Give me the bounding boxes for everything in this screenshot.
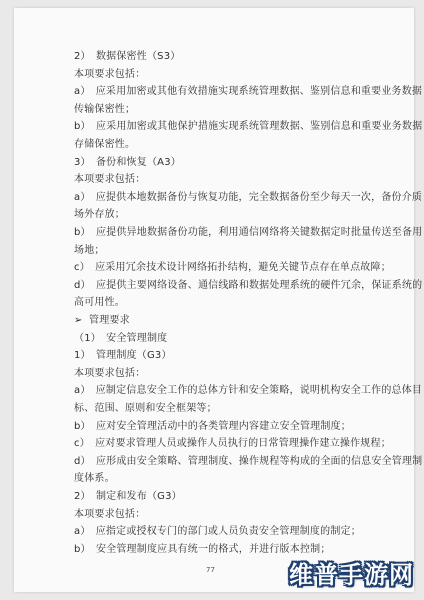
body-text: 本项要求包括：	[74, 367, 146, 379]
bullet-arrow-icon: ➢	[74, 315, 83, 326]
list-item: b） 安全管理制度应具有统一的格式，并进行版本控制；	[74, 543, 331, 555]
section-heading: 3） 备份和恢复（A3）	[74, 156, 181, 168]
body-text: 标、范围、原则和安全框架等；	[74, 403, 217, 414]
body-text: 高可用性。	[74, 297, 125, 309]
body-text: 度体系。	[74, 473, 115, 485]
document-page	[14, 8, 423, 592]
list-item: a） 应采用加密或其他有效措施实现系统管理数据、鉴别信息和重要业务数据	[74, 86, 423, 98]
page-number: 77	[206, 566, 215, 575]
list-item: a） 应制定信息安全工作的总体方针和安全策略，说明机构安全工作的总体目	[74, 385, 423, 397]
list-item: c） 应对要求管理人员或操作人员执行的日常管理操作建立操作规程；	[74, 438, 391, 450]
body-text: 本项要求包括：	[74, 68, 146, 80]
list-item: d） 应提供主要网络设备、通信线路和数据处理系统的硬件冗余，保证系统的	[74, 279, 423, 291]
list-item: a） 应指定或授权专门的部门或人员负责安全管理制度的制定；	[74, 526, 361, 538]
list-item: b） 应对安全管理活动中的各类管理内容建立安全管理制度；	[74, 420, 351, 432]
section-heading: 2） 数据保密性（S3）	[74, 51, 181, 62]
section-heading: 1） 管理制度（G3）	[74, 350, 172, 362]
body-text: 传输保密性；	[74, 103, 136, 115]
body-text: 本项要求包括：	[74, 174, 146, 186]
section-heading: （1） 安全管理制度	[74, 332, 168, 344]
body-text: 本项要求包括：	[74, 508, 146, 520]
section-heading: 管理要求	[89, 315, 130, 326]
watermark-logo: 维普手游网	[289, 561, 414, 589]
body-text: 存储保密性。	[74, 139, 136, 150]
list-item: b） 应提供异地数据备份功能，利用通信网络将关键数据定时批量传送至备用	[74, 227, 423, 238]
body-text: 场地；	[74, 244, 105, 256]
list-item: a） 应提供本地数据备份与恢复功能，完全数据备份至少每天一次，备份介质	[74, 191, 423, 203]
list-item: b） 应采用加密或其他保护措施实现系统管理数据、鉴别信息和重要业务数据	[74, 121, 423, 133]
list-item: c） 应采用冗余技术设计网络拓扑结构，避免关键节点存在单点故障；	[74, 262, 391, 274]
list-item: d） 应形成由安全策略、管理制度、操作规程等构成的全面的信息安全管理制	[74, 455, 423, 467]
section-heading: 2） 制定和发布（G3）	[74, 491, 182, 502]
body-text: 场外存放；	[74, 209, 125, 221]
